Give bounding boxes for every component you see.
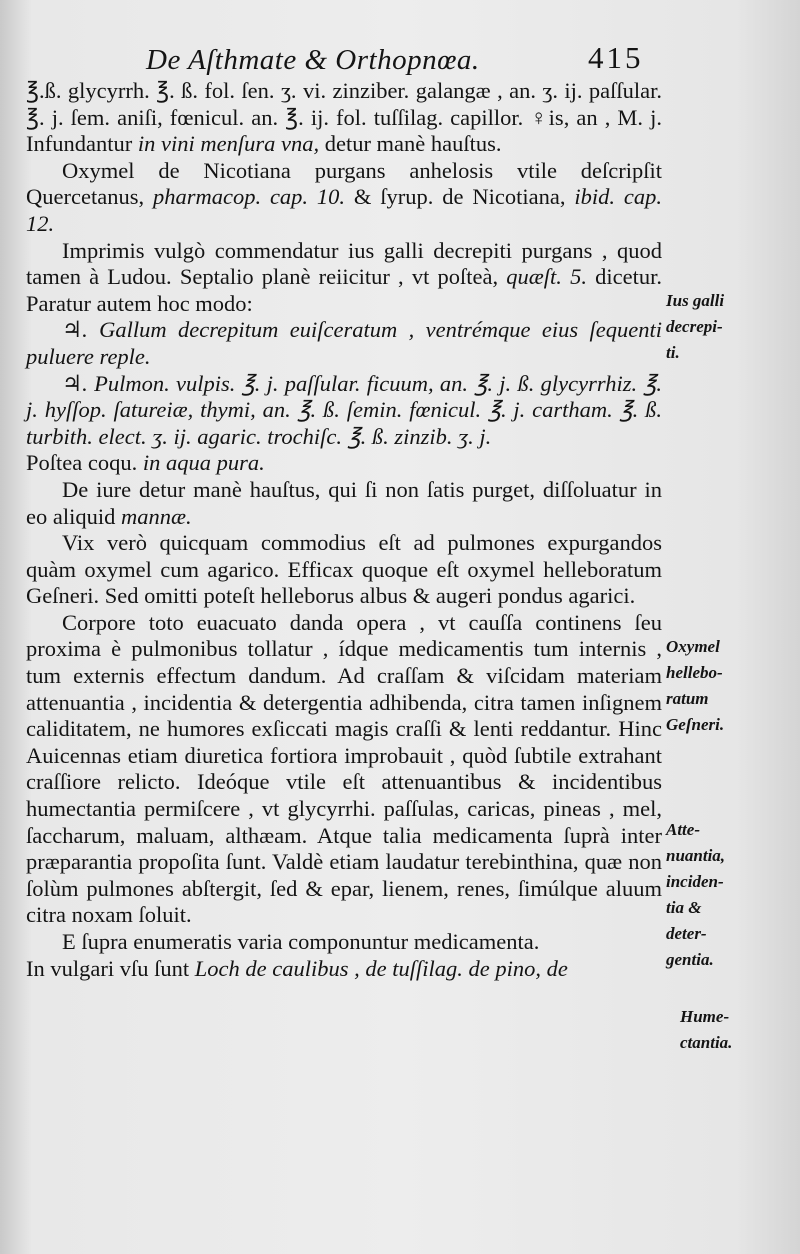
paragraph-postea-coqu: Poſtea coqu. in aqua pura. xyxy=(26,450,265,476)
body-text xyxy=(26,78,662,982)
running-title: De Aſthmate & Orthopnœa. xyxy=(146,44,480,76)
paragraph-supra-enumeratis: E ſupra enumeratis varia componuntur medicamenta. xyxy=(62,929,540,954)
paragraph-recipe-continuation: ℥.ß. glycyrrh. ℥. ß. fol. ſen. ʒ. vi. zinziber. galangæ , an. ʒ. ij. paſſular. ℥. j. ſem. aniſi, fœnicul. an. ℥. ij. fol. tuſſilag. capillor. ♀is, an , M. j. Infundantur in vini menſura vna, detur manè hauſtus. xyxy=(26,78,662,157)
paragraph-oxymel-nicotiana: Oxymel de Nicotiana purgans anhelosis vtile deſcripſit Quercetanus, pharmacop. cap. 10. & ſyrup. de Nicotiana, ibid. cap. 12. xyxy=(26,157,662,236)
page-number: 415 xyxy=(588,40,644,75)
paragraph-oxymel-agarico: Vix verò quicquam commodius eſt ad pulmones expurgandos quàm oxymel cum agarico. Efficax quoque eſt oxymel helleboratum Geſneri. Sed omitti poteſt helleborus albus & augeri pondus agarici. xyxy=(26,530,662,609)
paragraph-corpore-toto: Corpore toto euacuato danda opera , vt cauſſa continens ſeu proxima è pulmonibus tollatur , ídque medicamentis tum internis , tum externis effectum dandum. Ad craſſam & viſcidam materiam attenuantia , incidentia & detergentia adhibenda, citra tamen inſignem caliditatem, ne humores exſiccati magis craſſi & lenti reddantur. Hinc Auicennas etiam diuretica fortiora improbauit , quòd ſubtile extrahant craſſiore relicto. Ideóque vtile eſt attenuantibus & incidentibus humectantia permiſcere , vt glycyrrhi. paſſulas, caricas, pineas , mel, ſaccharum, maluam, althæam. Atque talia medicamenta ſuprà inter præparantia propoſita ſunt. Valdè etiam laudatur terebinthina, quæ non ſolùm pulmones abſtergit, ſed & epar, lienem, renes, ſimúlque aluum citra noxam ſoluit. xyxy=(26,609,662,928)
paragraph-vulgari-vsu: In vulgari vſu ſunt Loch de caulibus , de tuſſilag. de pino, de xyxy=(26,955,568,981)
paragraph-recipe-gallum: ♃. Gallum decrepitum euiſceratum , ventrémque eius ſequenti puluere reple. xyxy=(26,317,662,369)
paragraph-de-iure: De iure detur manè hauſtus, qui ſi non ſatis purget, diſſoluatur in eo aliquid mannæ. xyxy=(26,476,662,529)
paragraph-recipe-pulmon: ♃. Pulmon. vulpis. ℥. j. paſſular. ficuum, an. ℥. j. ß. glycyrrhiz. ℥. j. hyſſop. ſatureiæ, thymi, an. ℥. ß. ſemin. fœnicul. ℥. j. cartham. ℥. ß. turbith. elect. ʒ. ij. agaric. trochiſc. ℥. ß. zinzib. ʒ. j. xyxy=(26,370,662,449)
margin-note-humectantia: Hume- ctantia. xyxy=(680,1007,733,1052)
margin-note-ius-galli: Ius galli decrepi- ti. xyxy=(666,291,725,362)
margin-note-oxymel: Oxymel hellebo- ratum Geſneri. xyxy=(666,637,725,734)
margin-note-attenuantia: Atte- nuantia, inciden- tia & deter- gentia. xyxy=(666,820,726,969)
paragraph-ius-galli: Imprimis vulgò commendatur ius galli decrepiti purgans , quod tamen à Ludou. Septalio planè reiicitur , vt poſteà, quæſt. 5. dicetur. Paratur autem hoc modo: xyxy=(26,237,662,316)
